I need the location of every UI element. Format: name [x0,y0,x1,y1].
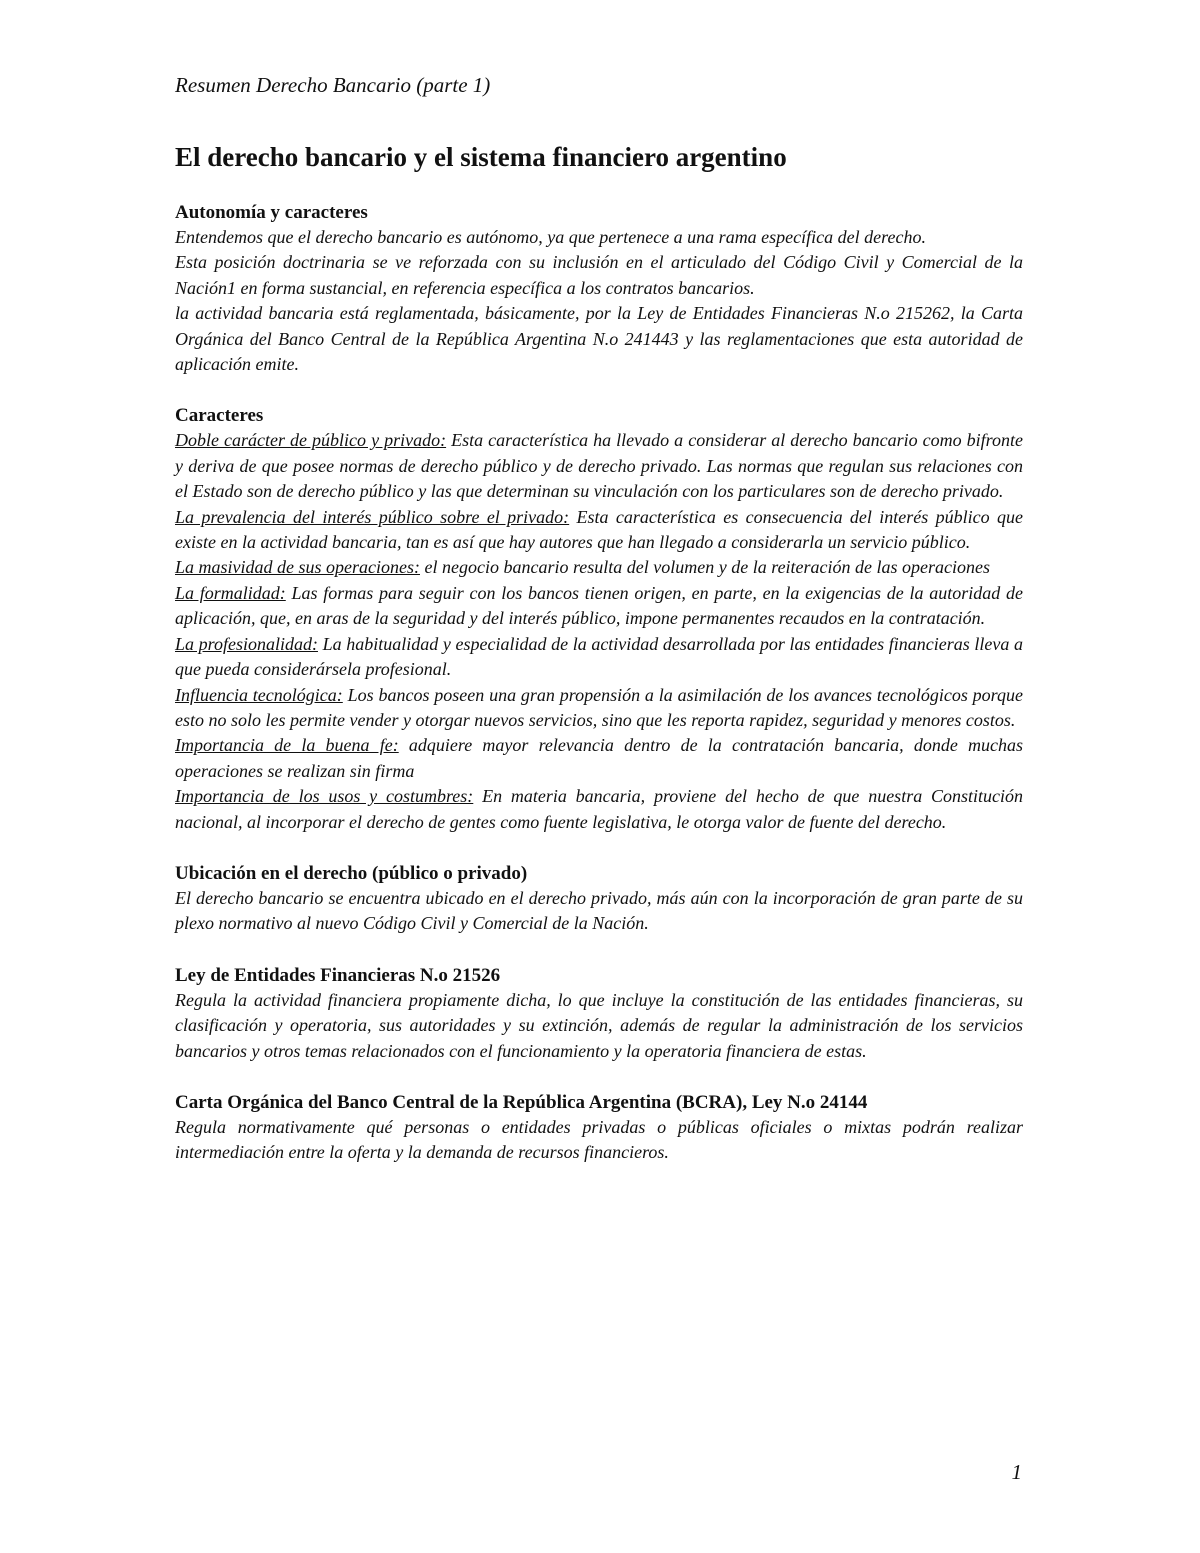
section-heading: Carta Orgánica del Banco Central de la República Argentina (BCRA), Ley N.o 24144 [175,1091,868,1113]
document-title: El derecho bancario y el sistema financiero argentino [175,142,787,172]
caracter-text: La habitualidad y especialidad de la actividad desarrollada por las entidades financieras lleva a que pueda considerársela profesional. [175,633,1023,680]
caracter-term: La prevalencia del interés público sobre el privado: [175,506,570,527]
section-ubicacion [175,861,1023,937]
section-carta-organica [175,1090,1023,1166]
section-caracteres [175,403,1023,835]
caracter-text: el negocio bancario resulta del volumen y de la reiteración de las operaciones [419,557,991,578]
section-heading: Ley de Entidades Financieras N.o 21526 [175,964,501,986]
caracter-item [175,428,1023,504]
section-autonomia [175,200,1023,377]
caracter-term: Importancia de la buena fe: [175,735,399,756]
caracter-text: En materia bancaria, proviene del hecho de que nuestra Constitución nacional, al incorporar el derecho de gentes como fuente legislativa, le otorga valor de fuente del derecho. [175,786,1023,832]
paragraph: la actividad bancaria está reglamentada, básicamente, por la Ley de Entidades Financieras N.o 215262, la Carta Orgánica del Banco Central de la República Argentina N.o 241443 y las reglamentaciones que esta autoridad de aplicación emite. [175,303,1023,375]
caracter-term: La profesionalidad: [175,633,318,654]
caracter-term: Influencia tecnológica: [175,684,343,705]
caracter-text: Los bancos poseen una gran propensión a la asimilación de los avances tecnológicos porque esto no solo les permite vender y otorgar nuevos servicios, sino que les reporta rapidez, seguridad y menores costos. [175,684,1023,730]
paragraph: El derecho bancario se encuentra ubicado en el derecho privado, más aún con la incorporación de gran parte de su plexo normativo al nuevo Código Civil y Comercial de la Nación. [175,887,1023,934]
paragraph: Regula la actividad financiera propiamente dicha, lo que incluye la constitución de las entidades financieras, su clasificación y operatoria, sus autoridades y su extinción, además de regular la administración de los servicios bancarios y otros temas relacionados con el funcionamiento y la operatoria financiera de estas. [175,989,1023,1061]
caracter-text: Esta característica ha llevado a considerar al derecho bancario como bifronte y deriva de que posee normas de derecho público y de derecho privado. Las normas que regulan sus relaciones con el Estado son de derecho público y las que determinan su vinculación con los particulares son de derecho privado. [175,430,1023,502]
section-heading: Caracteres [175,405,264,427]
caracter-item [175,555,1023,580]
caracter-term: La masividad de sus operaciones: [175,557,420,578]
caracter-term: La formalidad: [175,582,286,603]
section-heading: Autonomía y caracteres [175,202,368,223]
running-header: Resumen Derecho Bancario (parte 1) [175,73,491,97]
paragraph: Regula normativamente qué personas o entidades privadas o públicas oficiales o mixtas podrán realizar intermediación entre la oferta y la demanda de recursos financieros. [175,1116,1023,1163]
caracter-text: Esta característica es consecuencia del interés público que existe en la actividad bancaria, tan es así que hay autores que han llegado a considerarla un servicio público. [175,506,1023,553]
document-page [175,70,1023,1192]
paragraph: Esta posición doctrinaria se ve reforzada con su inclusión en el articulado del Código Civil y Comercial de la Nación1 en forma sustancial, en referencia específica a los contratos bancarios. [175,252,1023,298]
caracter-item [175,733,1023,784]
caracter-text: adquiere mayor relevancia dentro de la contratación bancaria, donde muchas operaciones se realizan sin firma [175,735,1024,781]
caracter-item [175,581,1023,632]
paragraph: Entendemos que el derecho bancario es autónomo, ya que pertenece a una rama específica del derecho. [175,227,926,247]
page-number: 1 [1011,1460,1022,1484]
caracter-item [175,784,1023,835]
caracter-item [175,505,1023,556]
caracter-term: Doble carácter de público y privado: [175,430,447,451]
caracter-term: Importancia de los usos y costumbres: [175,786,474,807]
section-heading: Ubicación en el derecho (público o privado) [175,862,528,884]
caracter-item [175,632,1023,683]
caracter-text: Las formas para seguir con los bancos tienen origen, en parte, en la exigencias de la autoridad de aplicación, que, en aras de la seguridad y del interés público, impone permanentes recaudos en la contratación. [175,582,1024,629]
section-ley-entidades [175,963,1023,1064]
caracter-item [175,683,1023,734]
